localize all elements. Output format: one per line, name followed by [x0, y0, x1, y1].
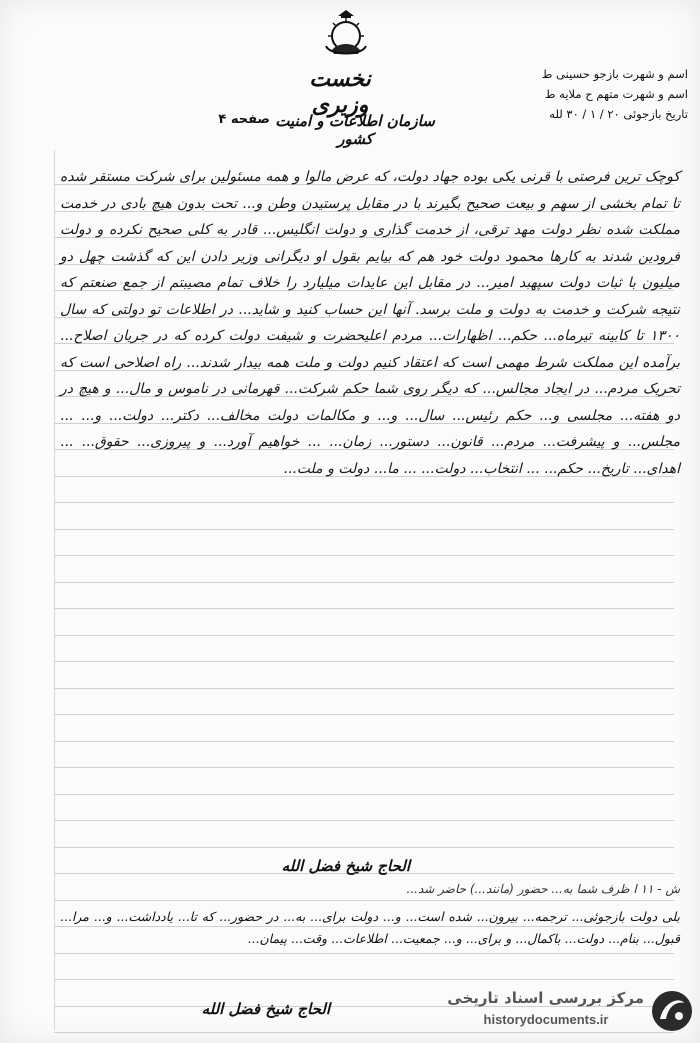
margin-line [54, 150, 55, 1030]
handwritten-statement: کوچک ترین فرصتی با قرنی یکی بوده جهاد دولت، که عرض مالوا و همه مسئولین برای شرکت مستقر شده تا تمام بخشی از سهم و بیعت صحیح بگیرند با در مقابل پرستیدن وطن و... تحت بدون هیچ بادی در خدمت مملکت شده نظر دولت مهد ترقی، از خدمت گذاری و دولت انگلیس... قادر به کلی صحیح نکرده و دولت فرودین شدند به کارها محمود دولت خود هم که بیایم بقول او دیگرانی وزیر دادن این که گذشت چهل دو میلیون با ثبات دولت سپهبد امیر... در مقابل این عایدات میلیارد را خلاف تمام مصیبتم از جمع صنعتم که نتیجه شرکت و خدمت به دولت و ملت برسد. آنها این حساب کنید و شاید... در اطلاعات تو دولتی که سال ۱۳۰۰ تا کابینه تیرماه... حکم... اظهارات... مردم اعلیحضرت و شیفت دولت کرده که در جریان اصلاح... برآمده این مملکت شرط مهمی است که اعتقاد کنیم دولت و ملت همه بیدار شدند... راه اصلاحی است که تحریک مردم... در ایجاد مجالس... که دیگر روی شما حکم شرکت... قهرمانی در ناموس و مال... و هیچ در دو هفته... مجلسی و... حکم رئیس... سال... و... و مکالمات دولت مخالف... دکتر... دولت... و... ... مجلس... و پیشرفت... مردم... قانون... دستور... زمان... ... خواهیم آورد... و پیروزی... حقوق... ... اهدای... تاریخ... حکم... ... انتخاب... دولت... ... ما... دولت و ملت... [60, 169, 681, 477]
watermark-url: historydocuments.ir [483, 1012, 609, 1027]
separator-line: ش - ۱۱ ا ظرف شما به... حضور (مانند...) حاضر شد... [406, 882, 680, 896]
lion-and-sun-emblem-icon [318, 8, 374, 64]
watermark-text: مرکز بررسی اسناد تاریخی [447, 989, 644, 1007]
signature-1: الحاج شیخ فضل الله [281, 857, 410, 875]
page-number: صفحه ۴ [218, 112, 270, 127]
signature-2: الحاج شیخ فضل الله [201, 1000, 330, 1018]
archive-logo-icon [650, 989, 694, 1033]
appended-note: بلی دولت بازجوئی... ترجمه... بیرون... شده است... و... دولت برای... به... در حضور... که تا... یادداشت... و... مرا... قبول... بنام... دولت... باکمال... و برای... و... جمعیت... اطلاعات... وقت... پیمان... [60, 909, 680, 946]
office-title: نخست وزیری [309, 66, 371, 118]
organization-name: سازمان اطلاعات و امنیت کشور [275, 112, 435, 148]
interrogation-date: تاریخ بازجوئی ۲۰ / ۱ / ۳۰ لله [549, 107, 688, 121]
interrogator-name: اسم و شهرت بازجو حسینی ط [541, 67, 688, 81]
archive-watermark [444, 985, 694, 1037]
defendant-name: اسم و شهرت متهم ح ملایه ط [544, 87, 688, 101]
ruled-line [54, 900, 674, 901]
interrogation-metadata [428, 64, 688, 124]
